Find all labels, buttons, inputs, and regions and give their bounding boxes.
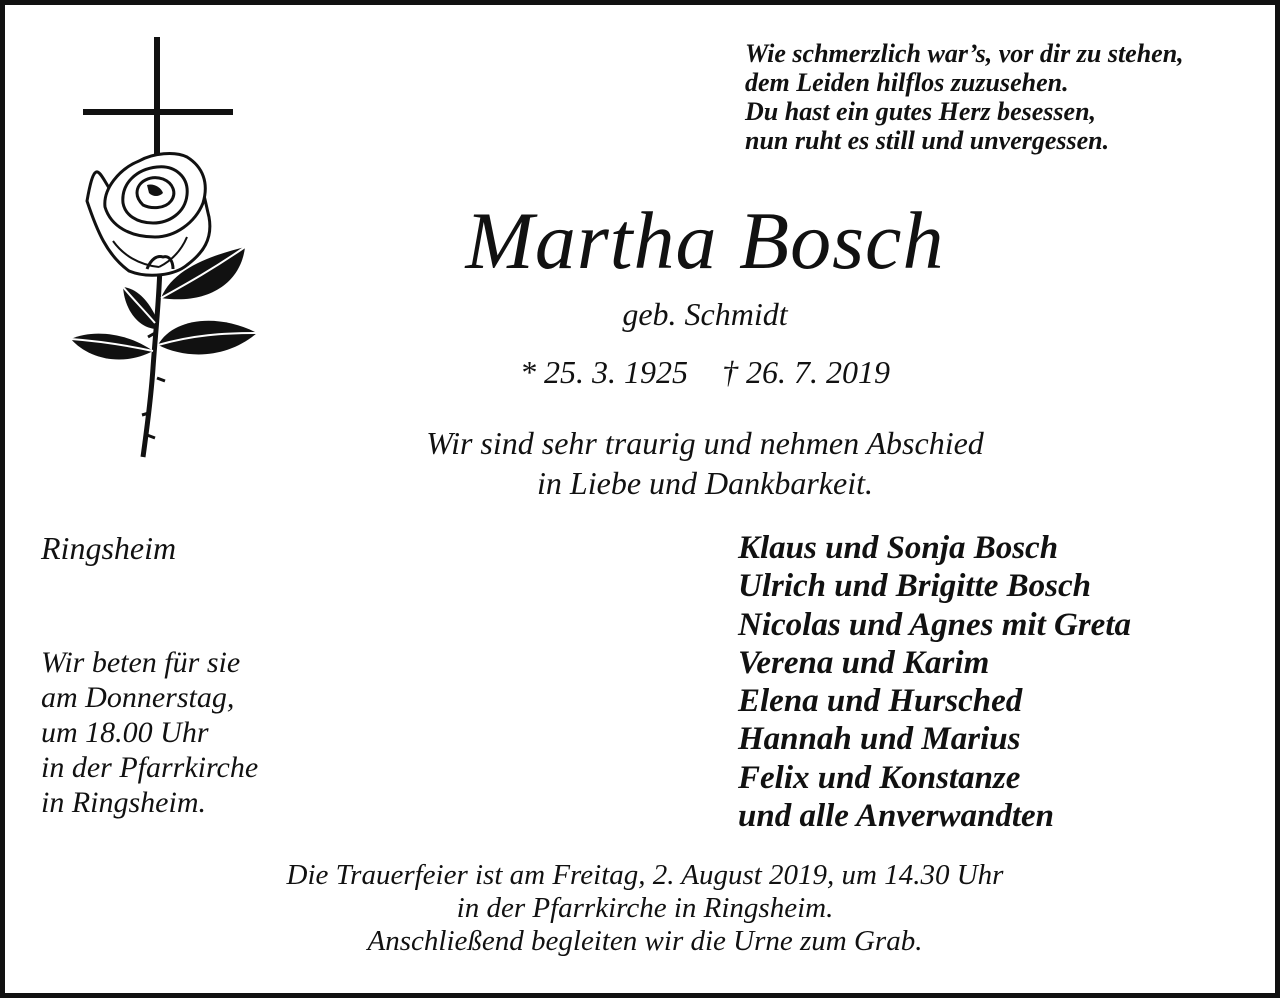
- cross-with-rose-icon: [63, 33, 263, 463]
- mourner-entry: Nicolas und Agnes mit Greta: [738, 606, 1131, 643]
- farewell-line: in Liebe und Dankbarkeit.: [537, 465, 873, 501]
- verse-line: Du hast ein gutes Herz besessen,: [745, 97, 1097, 126]
- life-dates: [405, 353, 1005, 391]
- prayer-line: um 18.00 Uhr: [41, 716, 209, 749]
- verse-line: dem Leiden hilflos zuzusehen.: [745, 68, 1069, 97]
- prayer-announcement: [41, 645, 258, 820]
- deceased-name: Martha Bosch: [465, 195, 945, 286]
- prayer-line: am Donnerstag,: [41, 681, 235, 714]
- mourner-entry: Felix und Konstanze: [738, 759, 1021, 796]
- mourners-list: [738, 529, 1131, 835]
- funeral-service-info: [145, 859, 1145, 958]
- farewell-message: [285, 423, 1125, 503]
- mourner-entry: und alle Anverwandten: [738, 798, 1054, 835]
- mourner-entry: Verena und Karim: [738, 644, 990, 681]
- prayer-line: in Ringsheim.: [41, 786, 206, 819]
- mourner-entry: Klaus und Sonja Bosch: [738, 530, 1059, 566]
- birth-date: * 25. 3. 1925: [520, 354, 688, 390]
- mourner-entry: Hannah und Marius: [738, 721, 1021, 758]
- service-line: Anschließend begleiten wir die Urne zum Grab.: [367, 925, 923, 957]
- verse-line: Wie schmerzlich war’s, vor dir zu stehen,: [745, 39, 1184, 68]
- death-date: † 26. 7. 2019: [722, 354, 890, 390]
- service-line: Die Trauerfeier ist am Freitag, 2. August 2019, um 14.30 Uhr: [286, 859, 1004, 891]
- prayer-line: in der Pfarrkirche: [41, 751, 259, 784]
- memorial-verse: [745, 39, 1265, 155]
- farewell-line: Wir sind sehr traurig und nehmen Abschied: [426, 425, 984, 461]
- prayer-line: Wir beten für sie: [41, 646, 241, 679]
- maiden-name: geb. Schmidt: [622, 296, 788, 332]
- mourner-entry: Ulrich und Brigitte Bosch: [738, 568, 1091, 605]
- verse-line: nun ruht es still und unvergessen.: [745, 126, 1110, 155]
- mourner-entry: Elena und Hursched: [738, 683, 1023, 720]
- service-line: in der Pfarrkirche in Ringsheim.: [456, 892, 834, 924]
- place-name: Ringsheim: [41, 530, 177, 566]
